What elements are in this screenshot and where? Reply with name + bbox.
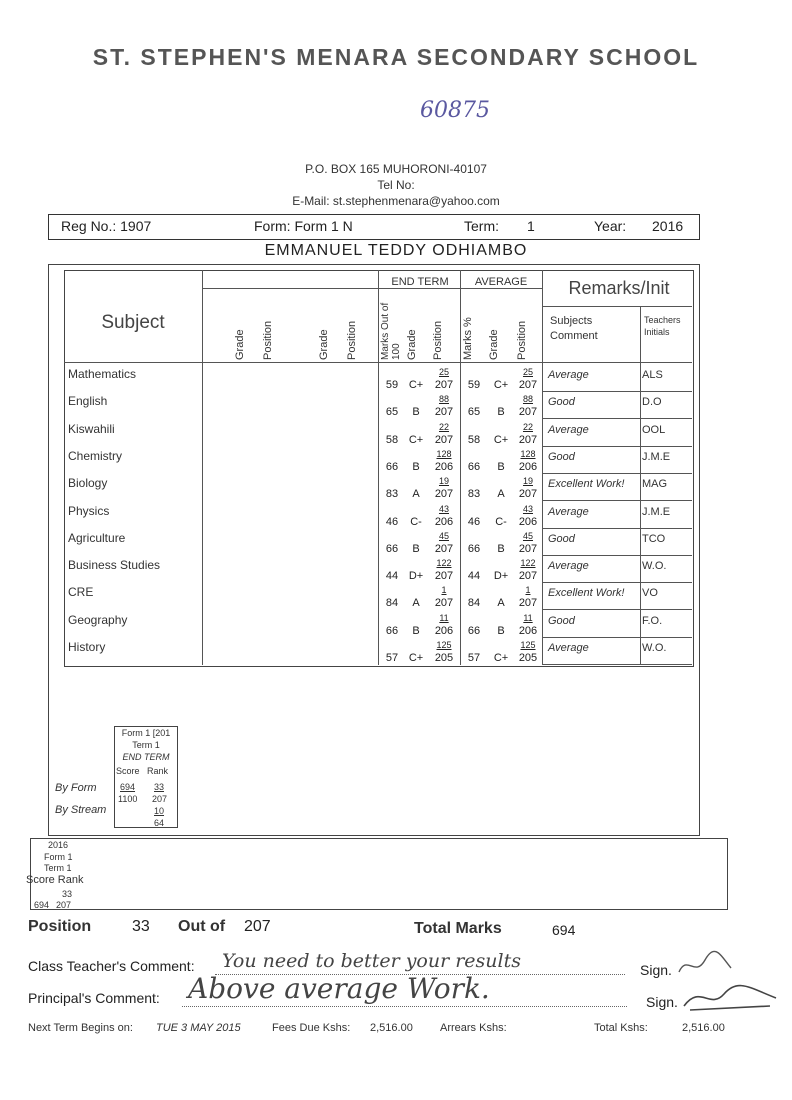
lower-box [30, 838, 728, 910]
rank-box-score-label: Score [116, 766, 140, 776]
teacher-initials: W.O. [642, 642, 667, 654]
end-term-grade: A [412, 488, 420, 500]
average-rank: 43 [522, 504, 533, 514]
end-term-position: 207 [434, 488, 454, 500]
end-term-position: 206 [434, 625, 454, 637]
teacher-initials: OOL [642, 424, 666, 436]
year-value: 2016 [652, 218, 684, 234]
row-divider [542, 609, 692, 610]
average-position: 206 [518, 461, 538, 473]
principal-label: Principal's Comment: [28, 990, 160, 1006]
row-divider [542, 664, 692, 665]
total-marks-label: Total Marks [414, 920, 502, 937]
average-grade: C- [495, 516, 507, 528]
teacher-initials: MAG [642, 478, 668, 490]
average-grade: B [497, 461, 505, 473]
teacher-initials: W.O. [642, 560, 667, 572]
class-teacher-label: Class Teacher's Comment: [28, 958, 195, 974]
end-term-position: 206 [434, 516, 454, 528]
end-term-header: END TERM [391, 276, 449, 288]
subject-name: Kiswahili [68, 422, 115, 436]
total-marks-value: 694 [552, 922, 576, 938]
end-term-marks: 58 [385, 434, 399, 446]
end-term-grade: C+ [408, 379, 424, 391]
average-marks: 46 [467, 516, 481, 528]
rank-box-rank-label: Rank [147, 766, 169, 776]
rank-box-form: Form 1 [201 [121, 728, 171, 738]
grade-header: Grade [318, 329, 330, 360]
end-term-grade: D+ [408, 570, 424, 582]
row-divider [542, 391, 692, 392]
term-value: 1 [527, 218, 535, 234]
form-total: 1100 [118, 794, 138, 804]
by-stream-label: By Stream [55, 804, 107, 816]
average-rank: 122 [520, 558, 536, 568]
subject-name: CRE [68, 585, 94, 599]
subject-name: Biology [68, 476, 108, 490]
average-marks: 59 [467, 379, 481, 391]
end-term-marks: 46 [385, 516, 399, 528]
average-grade: A [497, 488, 505, 500]
average-marks: 66 [467, 543, 481, 555]
term-label: Term: [464, 218, 499, 234]
tel: Tel No: [377, 178, 415, 192]
principal-signature [680, 980, 780, 1021]
subject-name: Chemistry [68, 449, 123, 463]
end-term-rank: 19 [438, 476, 449, 486]
fees-value: 2,516.00 [370, 1022, 413, 1034]
teacher-initials: D.O [642, 396, 662, 408]
subject-comment: Good [548, 533, 575, 545]
row-divider [542, 500, 692, 501]
average-rank: 88 [522, 394, 533, 404]
class-teacher-comment: You need to better your results [222, 950, 521, 972]
info-bar [48, 214, 700, 240]
form-rank: 33 [154, 782, 165, 792]
average-grade: A [497, 597, 505, 609]
subject-comment: Good [548, 451, 575, 463]
subject-comment: Average [548, 642, 589, 654]
average-rank: 11 [523, 613, 533, 623]
next-term-value: TUE 3 MAY 2015 [156, 1022, 241, 1034]
end-term-position: 207 [434, 406, 454, 418]
average-grade: B [497, 406, 505, 418]
subjects-comment-header: Subjects Comment [550, 315, 598, 342]
end-term-position: 207 [434, 434, 454, 446]
sign-label: Sign. [640, 962, 672, 978]
subject-name: History [68, 640, 106, 654]
end-term-position: 207 [434, 597, 454, 609]
subject-comment: Good [548, 396, 575, 408]
reg-no: Reg No.: 1907 [61, 218, 152, 234]
average-rank: 19 [522, 476, 533, 486]
principal-comment: Above average Work. [188, 972, 490, 1005]
average-grade: B [497, 625, 505, 637]
average-rank: 22 [522, 422, 533, 432]
rank-box-end-term: END TERM [122, 752, 170, 762]
position-value: 33 [132, 918, 150, 935]
average-rank: 125 [520, 640, 536, 650]
end-term-rank: 125 [436, 640, 452, 650]
average-position: 207 [518, 597, 538, 609]
average-position: 207 [518, 406, 538, 418]
end-term-rank: 122 [436, 558, 452, 568]
year-label: Year: [594, 218, 627, 234]
school-name: ST. STEPHEN'S MENARA SECONDARY SCHOOL [92, 44, 700, 70]
end-term-marks: 83 [385, 488, 399, 500]
average-marks: 65 [467, 406, 481, 418]
remarks-header: Remarks/Init [568, 278, 670, 298]
form-rank-total: 207 [152, 794, 168, 804]
end-term-rank: 45 [438, 531, 449, 541]
marks-header: Marks Out of 100 [380, 302, 402, 360]
row-divider [542, 446, 692, 447]
teacher-initials: TCO [642, 533, 666, 545]
grade-header: Grade [488, 329, 500, 360]
position-header: Position [516, 320, 528, 360]
position-header: Position [346, 320, 358, 360]
average-position: 207 [518, 434, 538, 446]
end-term-position: 206 [434, 461, 454, 473]
grade-header: Grade [406, 329, 418, 360]
sign-label: Sign. [646, 994, 678, 1010]
end-term-rank: 88 [438, 394, 449, 404]
left-rank: 33 [62, 889, 73, 899]
email: E-Mail: st.stephenmenara@yahoo.com [292, 194, 500, 208]
average-marks: 44 [467, 570, 481, 582]
out-of-value: 207 [244, 918, 271, 935]
end-term-grade: C+ [408, 652, 424, 664]
end-term-marks: 57 [385, 652, 399, 664]
row-divider [542, 528, 692, 529]
teacher-initials: J.M.E [642, 451, 671, 463]
marks-pct-header: Marks % [462, 317, 474, 360]
end-term-grade: B [412, 461, 420, 473]
subject-comment: Average [548, 369, 589, 381]
grade-header: Grade [234, 329, 246, 360]
teacher-initials: VO [642, 587, 658, 599]
end-term-rank: 25 [438, 367, 449, 377]
left-score: 694 [34, 900, 50, 910]
by-form-label: By Form [55, 782, 97, 794]
row-divider [542, 637, 692, 638]
subject-name: Physics [68, 504, 110, 518]
end-term-rank: 1 [441, 585, 447, 595]
subject-comment: Excellent Work! [548, 478, 625, 490]
end-term-grade: C+ [408, 434, 424, 446]
end-term-grade: B [412, 543, 420, 555]
average-marks: 84 [467, 597, 481, 609]
end-term-position: 207 [434, 543, 454, 555]
average-grade: C+ [493, 434, 509, 446]
end-term-position: 205 [434, 652, 454, 664]
end-term-grade: A [412, 597, 420, 609]
end-term-marks: 59 [385, 379, 399, 391]
end-term-marks: 44 [385, 570, 399, 582]
end-term-marks: 66 [385, 625, 399, 637]
subject-name: Agriculture [68, 531, 126, 545]
arrears-label: Arrears Kshs: [440, 1022, 507, 1034]
teacher-initials: J.M.E [642, 506, 671, 518]
next-term-label: Next Term Begins on: [28, 1022, 133, 1034]
position-header: Position [262, 320, 274, 360]
average-marks: 57 [467, 652, 481, 664]
average-marks: 58 [467, 434, 481, 446]
position-header: Position [432, 320, 444, 360]
left-form: Form 1 [44, 852, 73, 862]
average-position: 207 [518, 379, 538, 391]
average-rank: 1 [525, 585, 531, 595]
end-term-marks: 66 [385, 461, 399, 473]
end-term-marks: 66 [385, 543, 399, 555]
end-term-rank: 22 [438, 422, 449, 432]
average-grade: B [497, 543, 505, 555]
total-value: 2,516.00 [682, 1022, 725, 1034]
subject-name: Geography [68, 613, 128, 627]
average-position: 205 [518, 652, 538, 664]
end-term-rank: 43 [438, 504, 449, 514]
stream-rank: 10 [154, 806, 165, 816]
subject-comment: Average [548, 424, 589, 436]
position-label: Position [28, 918, 92, 935]
end-term-rank: 11 [439, 613, 449, 623]
average-position: 206 [518, 516, 538, 528]
total-label: Total Kshs: [594, 1022, 648, 1034]
subject-comment: Good [548, 615, 575, 627]
teacher-signature [675, 950, 735, 983]
form-score: 694 [120, 782, 136, 792]
row-divider [542, 555, 692, 556]
average-position: 207 [518, 543, 538, 555]
subject-comment: Average [548, 506, 589, 518]
end-term-position: 207 [434, 379, 454, 391]
end-term-grade: C- [410, 516, 422, 528]
teachers-initials-header: Teachers Initials [644, 315, 681, 337]
teacher-initials: ALS [642, 369, 663, 381]
row-divider [542, 418, 692, 419]
po-box: P.O. BOX 165 MUHORONI-40107 [305, 162, 487, 176]
average-position: 207 [518, 488, 538, 500]
average-rank: 128 [520, 449, 536, 459]
average-grade: D+ [493, 570, 509, 582]
subject-comment: Average [548, 560, 589, 572]
teacher-initials: F.O. [642, 615, 663, 627]
subject-name: Business Studies [68, 558, 161, 572]
average-grade: C+ [493, 379, 509, 391]
average-position: 207 [518, 570, 538, 582]
average-marks: 66 [467, 625, 481, 637]
left-term: Term 1 [44, 863, 72, 873]
average-marks: 66 [467, 461, 481, 473]
subject-name: English [68, 394, 108, 408]
left-year: 2016 [48, 840, 69, 850]
form: Form: Form 1 N [254, 218, 353, 234]
out-of-label: Out of [178, 918, 226, 935]
subject-name: Mathematics [68, 367, 137, 381]
student-name: EMMANUEL TEDDY ODHIAMBO [264, 242, 528, 259]
end-term-grade: B [412, 625, 420, 637]
end-term-marks: 84 [385, 597, 399, 609]
end-term-grade: B [412, 406, 420, 418]
handwritten-number: 60875 [420, 98, 490, 123]
end-term-marks: 65 [385, 406, 399, 418]
average-position: 206 [518, 625, 538, 637]
average-grade: C+ [493, 652, 509, 664]
average-rank: 45 [522, 531, 533, 541]
average-header: AVERAGE [474, 276, 528, 288]
subject-header: Subject [101, 312, 165, 333]
average-rank: 25 [522, 367, 533, 377]
row-divider [542, 582, 692, 583]
fees-label: Fees Due Kshs: [272, 1022, 351, 1034]
left-score-rank: Score Rank [26, 874, 84, 886]
stream-rank-total: 64 [154, 818, 165, 828]
row-divider [542, 473, 692, 474]
subject-comment: Excellent Work! [548, 587, 625, 599]
average-marks: 83 [467, 488, 481, 500]
end-term-position: 207 [434, 570, 454, 582]
rank-box-term: Term 1 [132, 740, 160, 750]
end-term-rank: 128 [436, 449, 452, 459]
left-rank-total: 207 [56, 900, 72, 910]
